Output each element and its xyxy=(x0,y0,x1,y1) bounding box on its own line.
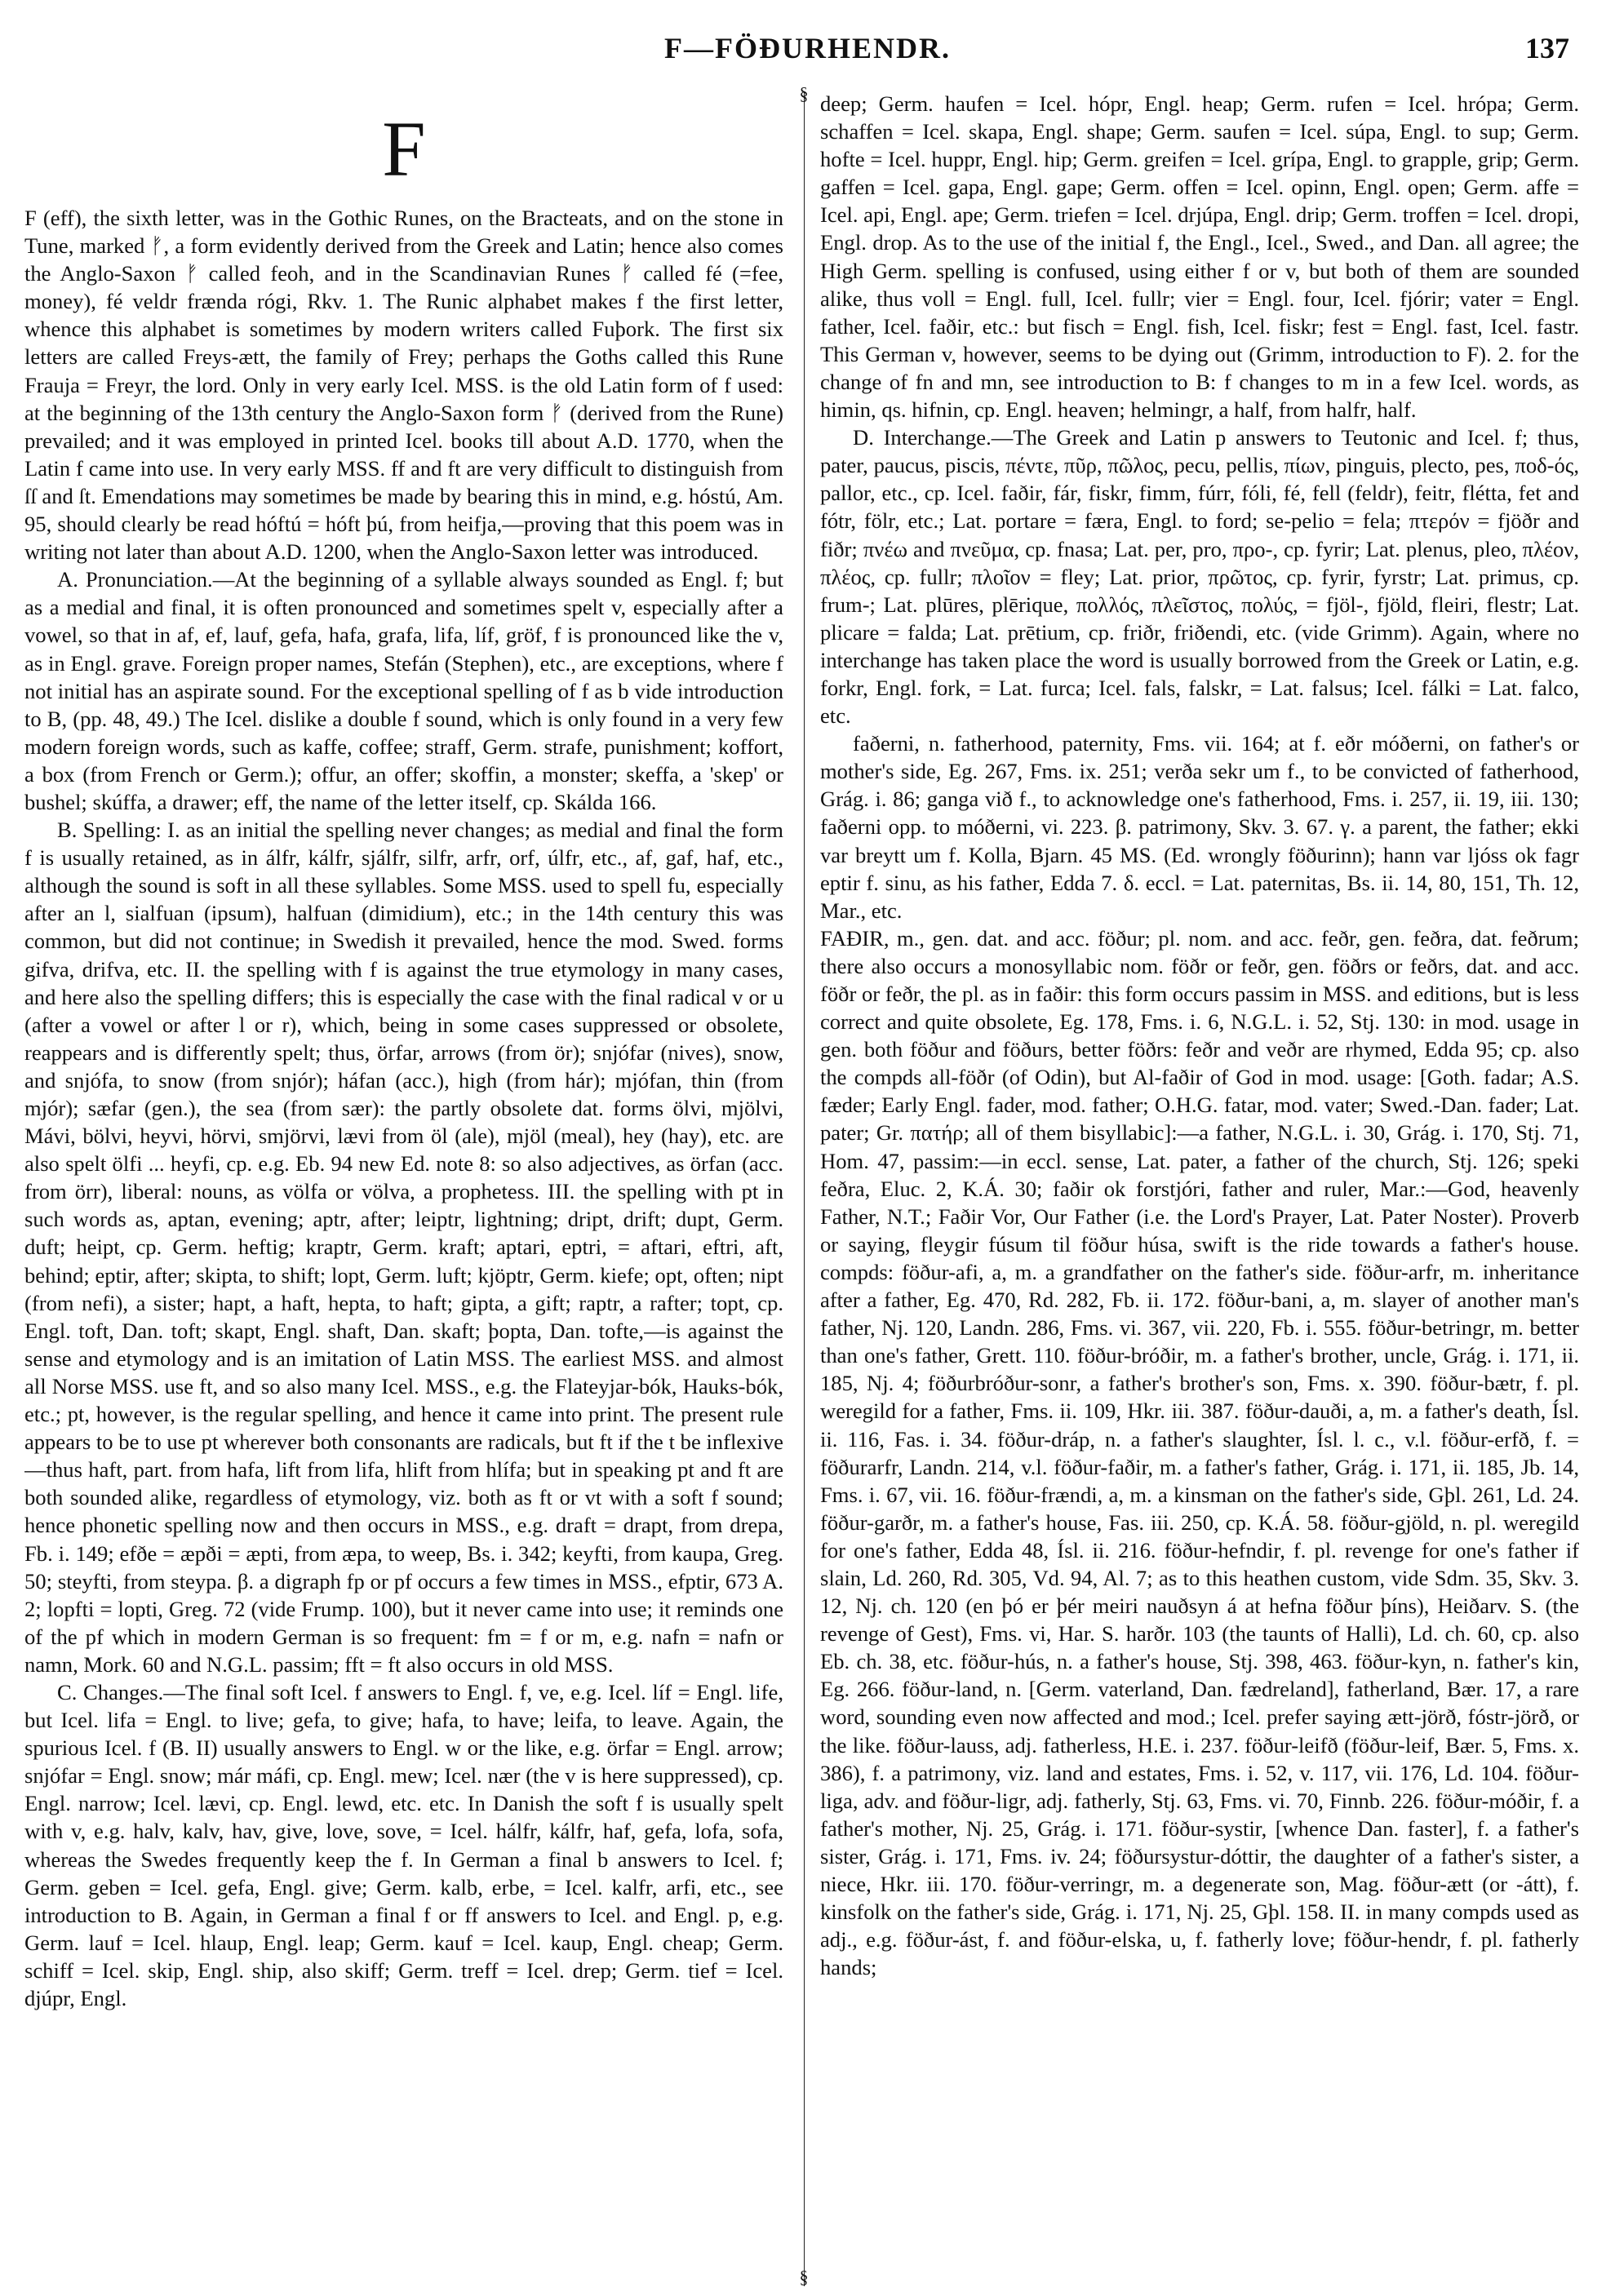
section-letter: F xyxy=(382,105,426,193)
divider-ornament-bottom-icon: § xyxy=(799,2267,809,2287)
section-interchange: D. Interchange.—The Greek and Latin p answers to Teutonic and Icel. f; thus, pater, paucus, piscis, πέντε, πῦρ, πῶλος, pecu, pellis, πίων, pinguis, plecto, pes, ποδ-ός, pallor, etc., cp. Icel. faðir, fár, fiskr, fimm, fúrr, fóli, fé, fell (feldr), feitr, flétta, fet and fótr, fölr, etc.; Lat. portare = færa, Engl. to ford; se-pelio = fela; πτερόν = fjöðr and fiðr; πνέω and πνεῦμα, cp. fnasa; Lat. per, pro, προ-, cp. fyrir; Lat. plenus, pleo, πλέον, πλέος, cp. fullr; πλοῖον = fley; Lat. prior, πρῶτος, cp. fyrir, fyrstr; Lat. primus, cp. frum-; Lat. plūres, plērique, πολλός, πλεῖστος, πολύς, = fjöl-, fjöld, fleiri, flestr; Lat. plicare = falda; Lat. prētium, cp. friðr, friðendi, etc. (vide Grimm). Again, where no interchange has taken place the word is usually borrowed from the Greek or Latin, e.g. forkr, Engl. fork, = Lat. furca; Icel. fals, falskr, = Lat. falsus; Icel. fálki = Lat. falco, etc. xyxy=(820,425,1579,729)
page-number: 137 xyxy=(1525,32,1569,64)
left-column xyxy=(24,90,783,2260)
right-column xyxy=(820,90,1579,2260)
column-divider xyxy=(804,91,805,2286)
running-head: F—FÖÐURHENDR. xyxy=(664,32,951,64)
divider-ornament-top-icon: § xyxy=(799,83,809,104)
section-pronunciation: A. Pronunciation.—At the beginning of a syllable always sounded as Engl. f; but as a medial and final, it is often pronounced and sometimes spelt v, especially after a vowel, so that in af, ef, lauf, gefa, hafa, grafa, lifa, líf, gröf, f is pronounced like the v, as in Engl. grave. Foreign proper names, Stefán (Stephen), etc., are exceptions, where f not initial has an aspirate sound. For the exceptional spelling of f as b vide introduction to B, (pp. 48, 49.) The Icel. dislike a double f sound, which is only found in a very few modern foreign words, such as kaffe, coffee; straff, Germ. strafe, punishment; koffort, a box (from French or Germ.); offur, an offer; skoffin, a monster; skeffa, a 'skep' or bushel; skúffa, a drawer; eff, the name of the letter itself, cp. Skálda 166. xyxy=(24,567,783,814)
entry-faderni: faðerni, n. fatherhood, paternity, Fms. vii. 164; at f. eðr móðerni, on father's or mother's side, Eg. 267, Fms. ix. 251; verða sekr um f., to be convicted of fatherhood, Grág. i. 86; ganga við f., to acknowledge one's fatherhood, Fms. i. 257, ii. 19, iii. 130; faðerni opp. to móðerni, vi. 223. β. patrimony, Skv. 3. 67. γ. a parent, the father; ekki var breytt um f. Kolla, Bjarn. 45 MS. (Ed. wrongly föðurinn); hann var ljóss ok fagr eptir f. sinu, as his father, Edda 7. δ. eccl. = Lat. paternitas, Bs. ii. 14, 80, 151, Th. 12, Mar., etc. xyxy=(820,731,1579,923)
section-spelling: B. Spelling: I. as an initial the spelling never changes; as medial and final the form f is usually retained, as in álfr, kálfr, sjálfr, silfr, arfr, orf, úlfr, etc., af, gaf, haf, etc., although the sound is soft in all these syllables. Some MSS. used to spell fu, especially after an l, sialfuan (ipsum), halfuan (dimidium), etc.; in the 14th century this was common, but did not continue; in Swedish it prevailed, hence the mod. Swed. forms gifva, drifva, etc. II. the spelling with f is against the true etymology in many cases, and here also the spelling differs; this is especially the case with the final radical v or u (after a vowel or after l or r), which, being in some cases suppressed or obsolete, reappears and is differently spelt; thus, örfar, arrows (from ör); snjófar (nives), snow, and snjófa, to snow (from snjór); háfan (acc.), high (from hár); mjófan, thin (from mjór); sæfar (gen.), the sea (from sær): the partly obsolete dat. forms ölvi, mjölvi, Mávi, bölvi, heyvi, hörvi, smjörvi, lævi from öl (ale), mjöl (meal), hey (hay), etc. are also spelt ölfi ... heyfi, cp. e.g. Eb. 94 new Ed. note 8: so also adjectives, as örfan (acc. from örr), liberal: nouns, as völfa or völva, a prophetess. III. the spelling with pt in such words as, aptan, evening; aptr, after; leiptr, lightning; dript, drift; dupt, Germ. duft; heipt, cp. Germ. heftig; kraptr, Germ. kraft; aptari, eptri, = aftari, eftri, aft, behind; eptir, after; skipta, to shift; lopt, Germ. luft; kjöptr, Germ. kiefe; opt, often; nipt (from nefi), a sister; hapt, a haft, hepta, to haft; gipta, a gift; raptr, a rafter; topt, cp. Engl. toft, Dan. toft; skapt, Engl. shaft, Dan. skaft; þopta, Dan. tofte,—is against the sense and etymology and is an imitation of Latin MSS. The earliest MSS. and almost all Norse MSS. use ft, and so also many Icel. MSS., e.g. the Flateyjar-bók, Hauks-bók, etc.; pt, however, is the regular spelling, and hence it came into print. The present rule appears to be to use pt wherever both consonants are radicals, but ft if the t be inflexive—thus haft, part. from hafa, lift from lifa, hlift from hlífa; but in speaking pt and ft are both sounded alike, regardless of etymology, viz. both as ft or vt with a soft f sound; hence phonetic spelling now and then occurs in MSS., e.g. draft = drapt, from drepa, Fb. i. 149; efðe = æpði = æpti, from æpa, to weep, Bs. i. 342; keyfti, from kaupa, Greg. 50; steyfti, from steypa. β. a digraph fp or pf occurs a few times in MSS., efptir, 673 A. 2; lopfti = lopti, Greg. 72 (vide Frump. 100), but it never came into use; it reminds one of the pf which in modern German is so frequent: fm = f or m, e.g. nafn = nafn or namn, Mork. 60 and N.G.L. passim; fft = ft also occurs in old MSS. xyxy=(24,818,783,1677)
section-changes: C. Changes.—The final soft Icel. f answers to Engl. f, ve, e.g. Icel. líf = Engl. life, but Icel. lifa = Engl. to live; gefa, to give; hafa, to have; leifa, to leave. Again, the spurious Icel. f (B. II) usually answers to Engl. w or the like, e.g. örfar = Engl. arrow; snjófar = Engl. snow; már máfi, cp. Engl. mew; Icel. nær (the v is here suppressed), cp. Engl. narrow; Icel. lævi, cp. Engl. lewd, etc. etc. In Danish the soft f is usually spelt with v, e.g. halv, kalv, hav, give, love, sove, = Icel. hálfr, kálfr, haf, gefa, lofa, sofa, whereas the Swedes frequently keep the f. In German a final b answers to Icel. f; Germ. geben = Icel. gefa, Engl. give; Germ. kalb, erbe, = Icel. kalfr, arfi, etc., see introduction to B. Again, in German a final f or ff answers to Icel. and Engl. p, e.g. Germ. lauf = Icel. hlaup, Engl. leap; Germ. kauf = Icel. kaup, Engl. cheap; Germ. schiff = Icel. skip, Engl. ship, also skiff; Germ. treff = Icel. drep; Germ. tief = Icel. djúpr, Engl. xyxy=(24,1679,783,2010)
page-header xyxy=(0,23,1615,72)
continued-paragraph: deep; Germ. haufen = Icel. hópr, Engl. heap; Germ. rufen = Icel. hrópa; Germ. schaffen = Icel. skapa, Engl. shape; Germ. saufen = Icel. súpa, Engl. to sup; Germ. hofte = Icel. huppr, Engl. hip; Germ. greifen = Icel. grípa, Engl. to grapple, grip; Germ. gaffen = Icel. gapa, Engl. gape; Germ. offen = Icel. opinn, Engl. open; Germ. affe = Icel. api, Engl. ape; Germ. triefen = Icel. drjúpa, Engl. drip; Germ. troffen = Icel. dropi, Engl. drop. As to the use of the initial f, the Engl., Icel., Swed., and Dan. all agree; the High Germ. spelling is confused, using either f or v, but both of them are sounded alike, thus voll = Engl. full, Icel. fullr; vier = Engl. four, Icel. fjórir; vater = Engl. father, Icel. faðir, etc.: but fisch = Engl. fish, Icel. fiskr; fest = Engl. fast, Icel. fastr. This German v, however, seems to be dying out (Grimm, introduction to F). 2. for the change of fn and mn, see introduction to B: f changes to m in a few Icel. words, as himin, qs. hifnin, cp. Engl. heaven; helmingr, a half, from halfr, half. xyxy=(820,91,1579,423)
entry-fadir: FAÐIR, m., gen. dat. and acc. föður; pl. nom. and acc. feðr, gen. feðra, dat. feðrum; there also occurs a monosyllabic nom. föðr or feðr, gen. föðrs or feðrs, dat. and acc. föðr or feðr, the pl. as in faðir: this form occurs passim in MSS. and editions, but is less correct and quite obsolete, Eg. 178, Fms. i. 6, N.G.L. i. 52, Stj. 130: in mod. usage in gen. both föður and föðurs, better föðrs: feðr and veðr are rhymed, Edda 95; cp. also the compds all-föðr (of Odin), but Al-faðir of God in mod. usage: [Goth. fadar; A.S. fæder; Early Engl. fader, mod. father; O.H.G. fatar, mod. vater; Swed.-Dan. fader; Lat. pater; Gr. πατήρ; all of them bisyllabic]:—a father, N.G.L. i. 30, Grág. i. 170, Stj. 71, Hom. 47, passim:—in eccl. sense, Lat. pater, a father of the church, Stj. 126; speki feðra, Eluc. 2, K.Á. 30; faðir ok forstjóri, father and ruler, Mar.:—God, heavenly Father, N.T.; Faðir Vor, Our Father (i.e. the Lord's Prayer, Lat. Pater Noster). Proverb or saying, fleygir fúsum til föður húsa, swift is the ride towards a father's house. compds: föður-afi, a, m. a grandfather on the father's side. föður-arfr, m. inheritance after a father, Eg. 470, Rd. 282, Fb. ii. 172. föður-bani, a, m. slayer of another man's father, Nj. 120, Landn. 286, Fms. vi. 367, vii. 220, Fb. i. 555. föður-betringr, m. better than one's father, Grett. 110. föður-bróðir, m. a father's brother, uncle, Grág. i. 171, ii. 185, Nj. 4; föðurbróður-sonr, a father's brother's son, Fms. x. 390. föður-bætr, f. pl. weregild for a father, Fms. ii. 109, Hkr. iii. 387. föður-dauði, a, m. a father's death, Ísl. ii. 116, Fas. i. 34. föður-dráp, n. a father's slaughter, Ísl. l. c., v.l. föður-erfð, f. = föðurarfr, Landn. 214, v.l. föður-faðir, m. a father's father, Grág. i. 171, ii. 185, Jb. 14, Fms. i. 67, vii. 16. föður-frændi, a, m. a kinsman on the father's side, Gþl. 261, Ld. 24. föður-garðr, m. a father's house, Fas. iii. 250, cp. K.Á. 58. föður-gjöld, n. pl. weregild for one's father, Edda 48, Ísl. ii. 216. föður-hefndir, f. pl. revenge for one's father if slain, Ld. 260, Rd. 305, Vd. 94, Al. 7; as to this heathen custom, vide Sdm. 35, Skv. 3. 12, Nj. ch. 120 (en þó er þér meiri nauðsyn á at hefna föður þíns), Heiðarv. S. (the revenge of Gest), Fms. vi, Har. S. harðr. 103 (the taunts of Halli), Ld. ch. 60, cp. also Eb. ch. 38, etc. föður-hús, n. a father's house, Stj. 398, 463. föður-kyn, n. father's kin, Eg. 266. föður-land, n. [Germ. vaterland, Dan. fædreland], fatherland, Bær. 17, a rare word, sounding even now affected and mod.; Icel. prefer saying ætt-jörð, fóstr-jörð, or the like. föður-lauss, adj. fatherless, H.E. i. 237. föður-leifð (föður-leif, Bær. 5, Fms. x. 386), f. a patrimony, viz. land and estates, Fms. i. 52, v. 117, vii. 176, Ld. 104. föður-liga, adv. and föður-ligr, adj. fatherly, Stj. 63, Fms. vi. 70, Finnb. 226. föður-móðir, f. a father's mother, Nj. 25, Grág. i. 171. föður-systir, [whence Dan. faster], f. a father's sister, Grág. i. 171, Fms. iv. 24; föðursystur-dóttir, the daughter of a father's sister, a niece, Hkr. iii. 170. föður-verringr, m. a degenerate son, Mag. föður-ætt (or -átt), f. kinsfolk on the father's side, Grág. i. 171, Nj. 25, Gþl. 158. II. in many compds used as adj., e.g. föður-ást, f. and föður-elska, u, f. fatherly love; föður-hendr, f. pl. fatherly hands; xyxy=(820,925,1579,1980)
entry-f-intro: F (eff), the sixth letter, was in the Gothic Runes, on the Bracteats, and on the stone in Tune, marked ᚠ, a form evidently derived from the Greek and Latin; hence also comes the Anglo-Saxon ᚠ called feoh, and in the Scandinavian Runes ᚠ called fé (=fee, money), fé veldr frænda rógi, Rkv. 1. The Runic alphabet makes f the first letter, whence this alphabet is sometimes by modern writers called Fuþork. The first six letters are called Freys-ætt, the family of Frey; perhaps the Goths called this Rune Frauja = Freyr, the lord. Only in very early Icel. MSS. is the old Latin form of f used: at the beginning of the 13th century the Anglo-Saxon form ᚠ (derived from the Rune) prevailed; and it was employed in printed Icel. books till about A.D. 1770, when the Latin f came into use. In very early MSS. ff and ft are very difficult to distinguish from ſſ and ſt. Emendations may sometimes be made by bearing this in mind, e.g. hóstú, Am. 95, should clearly be read hóftú = hóft þú, from heifja,—proving that this poem was in writing not later than about A.D. 1200, when the Anglo-Saxon letter was introduced. xyxy=(24,206,783,565)
